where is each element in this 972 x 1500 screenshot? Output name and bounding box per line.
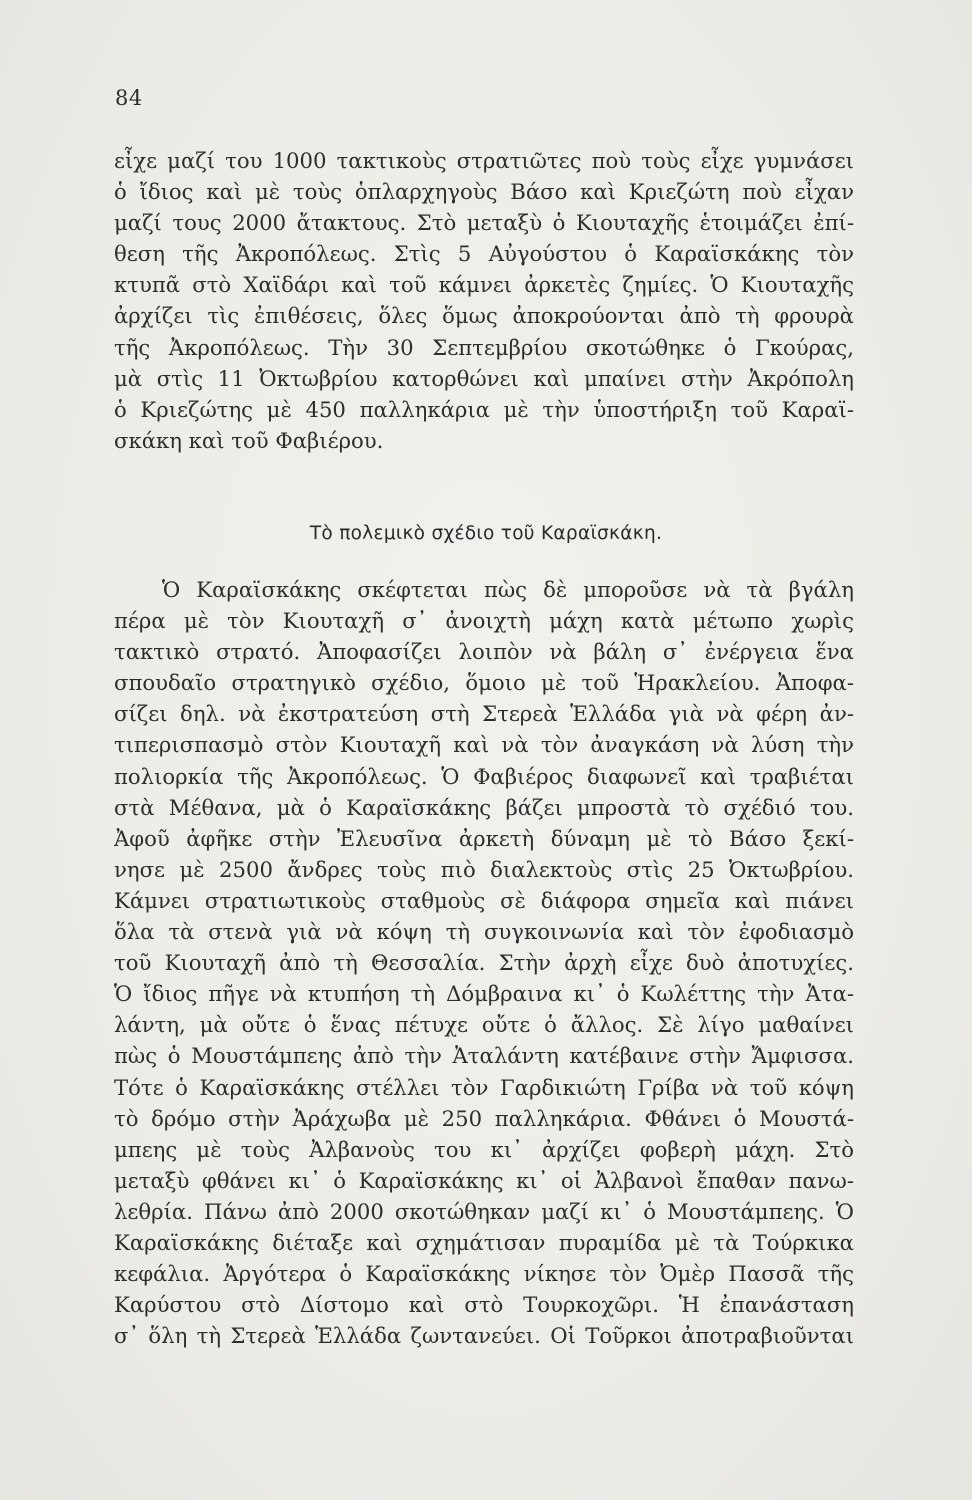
page-number: 84: [115, 86, 143, 110]
text-line: ὅλα τὰ στενὰ γιὰ νὰ κόψη τὴ συγκοινωνία καὶ τὸν ἐφοδιασμὸ: [114, 919, 854, 945]
text-line: ὁ ἴδιος καὶ μὲ τοὺς ὁπλαρχηγοὺς Βάσο καὶ Κριεζώτη ποὺ εἶχαν: [114, 179, 854, 205]
text-line: μπεης μὲ τοὺς Ἀλβανοὺς του κι᾽ ἀρχίζει φοβερὴ μάχη. Στὸ: [114, 1136, 854, 1162]
text-line: Καραϊσκάκης διέταξε καὶ σχημάτισαν πυραμίδα μὲ τὰ Τούρκικα: [114, 1229, 854, 1255]
text-line: σπουδαῖο στρατηγικὸ σχέδιο, ὅμοιο μὲ τοῦ Ἡρακλείου. Ἀποφα-: [114, 670, 854, 696]
text-line: πέρα μὲ τὸν Κιουταχῆ σ᾽ ἀνοιχτὴ μάχη κατὰ μέτωπο χωρὶς: [114, 608, 854, 634]
text-line: σίζει δηλ. νὰ ἐκστρατεύση στὴ Στερεὰ Ἑλλάδα γιὰ νὰ φέρη ἀν-: [114, 701, 854, 727]
section-heading: Τὸ πολεμικὸ σχέδιο τοῦ Καραϊσκάκη.: [309, 523, 663, 544]
text-line: θεση τῆς Ἀκροπόλεως. Στὶς 5 Αὐγούστου ὁ Καραϊσκάκης τὸν: [114, 241, 854, 267]
text-line: Ὁ ἴδιος πῆγε νὰ κτυπήση τὴ Δόμβραινα κι᾽ ὁ Κωλέττης τὴν Ἀτα-: [114, 981, 854, 1007]
text-line: Κάμνει στρατιωτικοὺς σταθμοὺς σὲ διάφορα σημεῖα καὶ πιάνει: [114, 887, 854, 913]
text-line: τοῦ Κιουταχῆ ἀπὸ τὴ Θεσσαλία. Στὴν ἀρχὴ εἶχε δυὸ ἀποτυχίες.: [114, 950, 854, 976]
text-line: σ᾽ ὅλη τὴ Στερεὰ Ἑλλάδα ζωντανεύει. Οἱ Τοῦρκοι ἀποτραβιοῦνται: [114, 1323, 854, 1349]
text-line: κτυπᾶ στὸ Χαϊδάρι καὶ τοῦ κάμνει ἀρκετὲς ζημίες. Ὁ Κιουταχῆς: [114, 272, 854, 298]
text-line: κεφάλια. Ἀργότερα ὁ Καραϊσκάκης νίκησε τὸν Ὀμὲρ Πασσᾶ τῆς: [114, 1261, 854, 1287]
paragraph-war-plan: [114, 574, 854, 1351]
text-line: πὼς ὁ Μουστάμπεης ἀπὸ τὴν Ἀταλάντη κατέβαινε στὴν Ἄμφισσα.: [114, 1043, 854, 1069]
text-line: τὸ δρόμο στὴν Ἀράχωβα μὲ 250 παλληκάρια. Φθάνει ὁ Μουστά-: [114, 1105, 854, 1131]
text-line: τακτικὸ στρατό. Ἀποφασίζει λοιπὸν νὰ βάλη σ᾽ ἐνέργεια ἕνα: [114, 639, 854, 665]
text-line: Ὁ Καραϊσκάκης σκέφτεται πὼς δὲ μποροῦσε νὰ τὰ βγάλη: [162, 577, 854, 602]
text-line: Τότε ὁ Καραϊσκάκης στέλλει τὸν Γαρδικιώτη Γρίβα νὰ τοῦ κόψη: [114, 1074, 854, 1100]
text-line: στὰ Μέθανα, μὰ ὁ Καραϊσκάκης βάζει μπροστὰ τὸ σχέδιό του.: [114, 794, 854, 820]
text-line: μεταξὺ φθάνει κι᾽ ὁ Καραϊσκάκης κι᾽ οἱ Ἀλβανοὶ ἔπαθαν πανω-: [114, 1167, 854, 1193]
text-line: Καρύστου στὸ Δίστομο καὶ στὸ Τουρκοχῶρι. Ἡ ἐπανάσταση: [114, 1292, 854, 1318]
text-line: ἀρχίζει τὶς ἐπιθέσεις, ὅλες ὅμως ἀποκρούονται ἀπὸ τὴ φρουρὰ: [114, 303, 854, 329]
text-line: μαζί τους 2000 ἄτακτους. Στὸ μεταξὺ ὁ Κιουταχῆς ἑτοιμάζει ἐπί-: [114, 210, 854, 236]
text-line: τῆς Ἀκροπόλεως. Τὴν 30 Σεπτεμβρίου σκοτώθηκε ὁ Γκούρας,: [114, 334, 854, 360]
text-line: ὁ Κριεζώτης μὲ 450 παλληκάρια μὲ τὴν ὑποστήριξη τοῦ Καραϊ-: [114, 396, 854, 422]
text-line: εἶχε μαζί του 1000 τακτικοὺς στρατιῶτες ποὺ τοὺς εἶχε γυμνάσει: [114, 148, 854, 173]
text-line: νησε μὲ 2500 ἄνδρες τοὺς πιὸ διαλεκτοὺς στὶς 25 Ὀκτωβρίου.: [114, 856, 854, 882]
text-line: Ἀφοῦ ἀφῆκε στὴν Ἐλευσῖνα ἀρκετὴ δύναμη μὲ τὸ Βάσο ξεκί-: [114, 825, 854, 851]
text-line: σκάκη καὶ τοῦ Φαβιέρου.: [114, 427, 384, 453]
text-line: λεθρία. Πάνω ἀπὸ 2000 σκοτώθηκαν μαζί κι᾽ ὁ Μουστάμπεης. Ὁ: [114, 1198, 854, 1224]
paragraph-siege-of-acropolis: [114, 145, 854, 456]
text-line: πολιορκία τῆς Ἀκροπόλεως. Ὁ Φαβιέρος διαφωνεῖ καὶ τραβιέται: [114, 763, 854, 789]
text-line: μὰ στὶς 11 Ὀκτωβρίου κατορθώνει καὶ μπαίνει στὴν Ἀκρόπολη: [114, 365, 854, 391]
text-line: λάντη, μὰ οὔτε ὁ ἕνας πέτυχε οὔτε ὁ ἄλλος. Σὲ λίγο μαθαίνει: [114, 1012, 854, 1038]
text-line: τιπερισπασμὸ στὸν Κιουταχῆ καὶ νὰ τὸν ἀναγκάση νὰ λύση τὴν: [114, 732, 854, 758]
